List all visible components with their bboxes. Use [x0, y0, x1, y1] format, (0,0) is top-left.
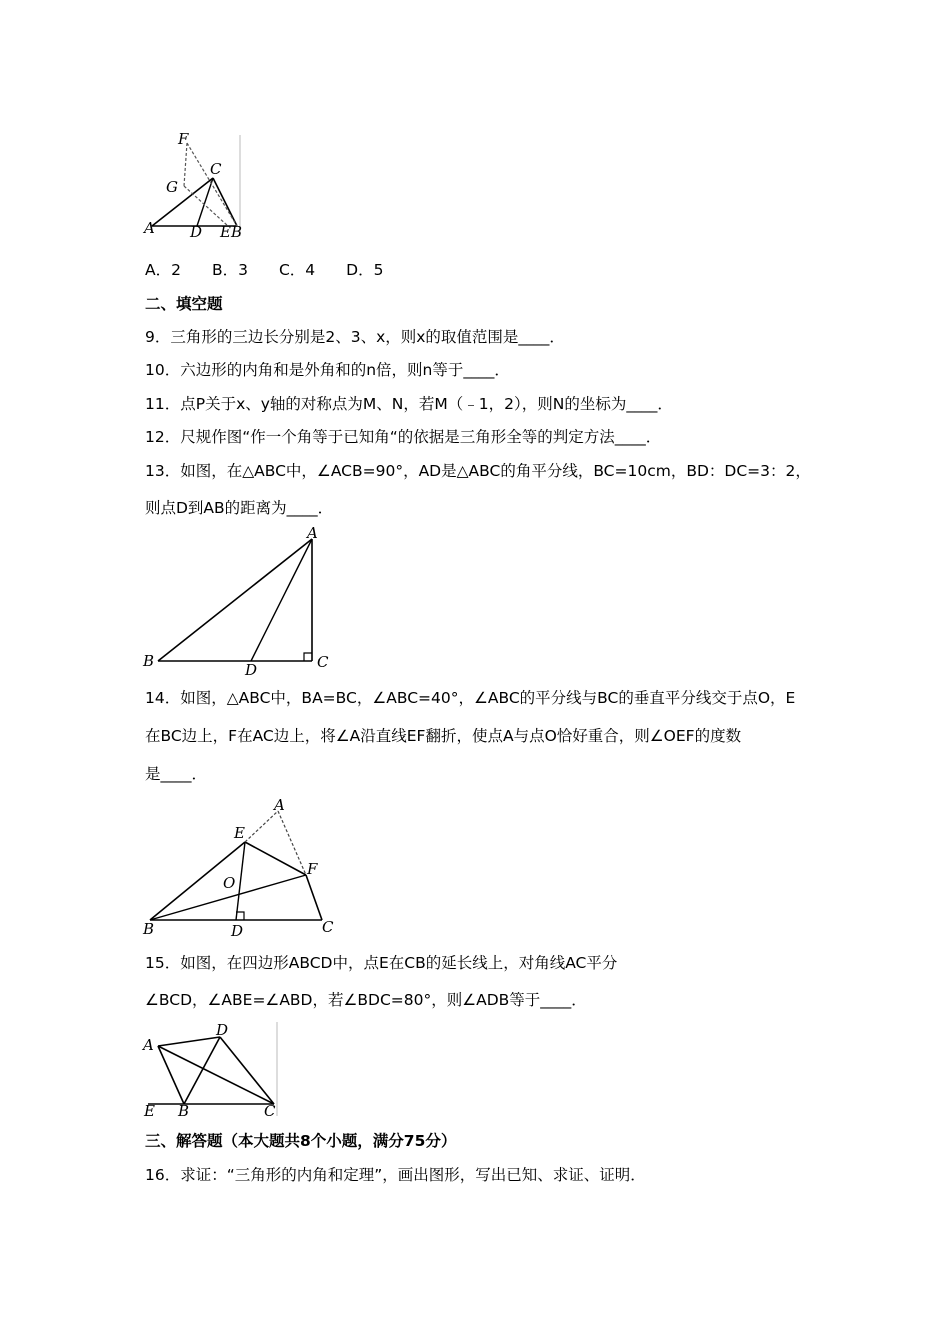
- q13-label-a: A: [307, 524, 318, 542]
- q8-options: A．2 B．3 C．4 D．5: [145, 261, 384, 279]
- q13-figure: [140, 522, 340, 677]
- q14-diagram: [140, 796, 340, 941]
- question-13-line2: 则点D到AB的距离为____．: [145, 499, 334, 517]
- q14-label-a: A: [274, 796, 285, 814]
- q8-diagram: [140, 130, 250, 242]
- q15-diagram: [138, 1018, 288, 1118]
- q14-label-c: C: [322, 918, 334, 936]
- q13-label-b: B: [143, 652, 155, 670]
- section2-title: 二、填空题: [145, 295, 223, 313]
- q15-label-e: E: [144, 1102, 155, 1118]
- section3-title: 三、解答题（本大题共8个小题，满分75分）: [145, 1132, 457, 1150]
- question-15-line2: ∠BCD，∠ABE=∠ABD，若∠BDC=80°，则∠ADB等于____．: [145, 991, 587, 1009]
- question-14-line1: 14．如图，△ABC中，BA=BC，∠ABC=40°，∠ABC的平分线与BC的垂直平分线交于点O，E: [145, 689, 796, 707]
- q15-figure: [138, 1018, 288, 1118]
- q15-label-c: C: [264, 1102, 276, 1118]
- question-14-line3: 是____．: [145, 765, 208, 783]
- q14-label-e: E: [234, 824, 245, 842]
- q8-figure: [140, 130, 250, 242]
- q13-label-c: C: [317, 653, 329, 671]
- q8-label-c: C: [210, 160, 222, 178]
- q8-label-a: A: [144, 219, 155, 237]
- q14-figure: [140, 796, 340, 941]
- q15-label-a: A: [143, 1036, 154, 1054]
- question-10: 10．六边形的内角和是外角和的n倍，则n等于____．: [145, 361, 510, 379]
- q13-label-d: D: [245, 661, 258, 677]
- q13-diagram: [140, 522, 340, 677]
- q15-label-d: D: [216, 1021, 229, 1039]
- q14-label-d: D: [231, 922, 244, 940]
- q8-label-f: F: [178, 130, 189, 148]
- question-14-line2: 在BC边上，F在AC边上，将∠A沿直线EF翻折，使点A与点O恰好重合，则∠OEF的度数: [145, 727, 742, 745]
- q14-label-f: F: [307, 860, 318, 878]
- q8-label-e: E: [220, 223, 231, 241]
- question-16: 16．求证：“三角形的内角和定理”，画出图形，写出已知、求证、证明．: [145, 1166, 646, 1184]
- question-9: 9．三角形的三边长分别是2、3、x，则x的取值范围是____．: [145, 328, 565, 346]
- q14-label-o: O: [223, 874, 236, 892]
- question-11: 11．点P关于x、y轴的对称点为M、N，若M（﹣1，2），则N的坐标为____．: [145, 395, 673, 413]
- question-15-line1: 15．如图，在四边形ABCD中，点E在CB的延长线上，对角线AC平分: [145, 954, 618, 972]
- question-12: 12．尺规作图“作一个角等于已知角“的依据是三角形全等的判定方法____．: [145, 428, 662, 446]
- q8-label-b: B: [231, 223, 243, 241]
- question-13-line1: 13．如图，在△ABC中，∠ACB=90°，AD是△ABC的角平分线，BC=10cm，BD：DC=3：2，: [145, 462, 811, 480]
- q8-label-d: D: [190, 223, 203, 241]
- q15-label-b: B: [178, 1102, 190, 1118]
- q8-label-g: G: [166, 178, 178, 196]
- q14-label-b: B: [143, 920, 155, 938]
